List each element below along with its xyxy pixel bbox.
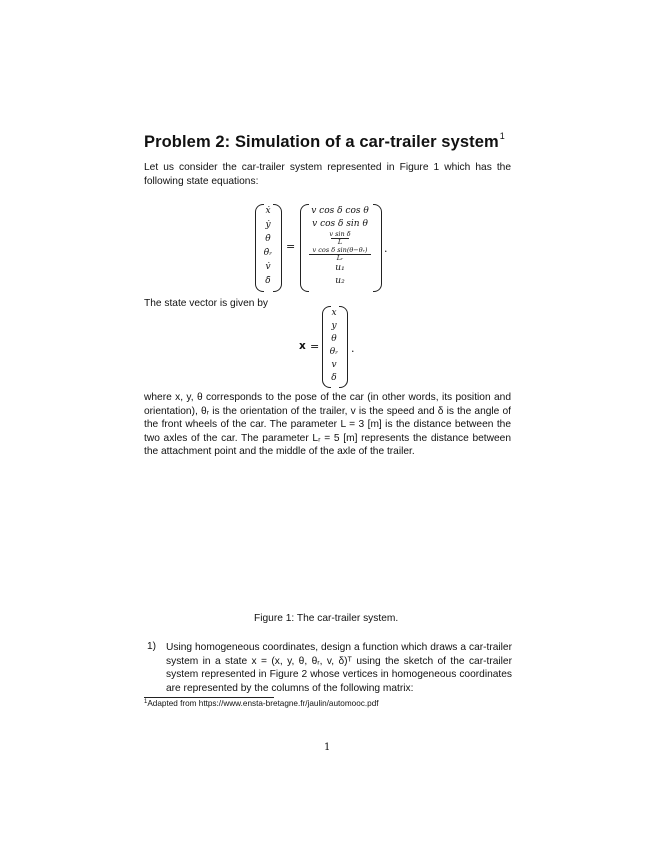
figure-1-placeholder (144, 470, 511, 605)
state-equation: ẋ ẏ θ̇ θ̇ᵣ v̇ δ̇ = v cos δ cos θ v cos δ sin θ v sin δ L v cos δ sin(θ−θᵣ) Lᵣ u₁ u₂ . (255, 204, 385, 292)
problem-title: Problem 2: Simulation of a car-trailer system$^1$ (144, 131, 505, 151)
page-number: 1 (324, 742, 331, 753)
footnote-text[interactable]: Adapted from https://www.ensta-bretagne.fr/jaulin/automooc.pdf (147, 699, 379, 708)
figure-caption: Figure 1: The car-trailer system. (254, 613, 399, 624)
intro-paragraph: Let us consider the car-trailer system represented in Figure 1 which has the following state equations: (144, 162, 511, 187)
state-vector-equation: x = x y θ θᵣ v δ . (298, 306, 368, 388)
state-vector-intro: The state vector is given by (144, 298, 269, 309)
equals-sign: = (286, 240, 296, 253)
list-item-text: Using homogeneous coordinates, design a function which draws a car-trailer system in a state x = (x, y, θ, θᵣ, v, δ)ᵀ using the sketch of the car-trailer system represented in Figure 2 whose vertices in homogeneous coordinates are represented by the columns of the following matrix: (166, 642, 512, 694)
list-item-number: 1) (147, 641, 157, 652)
footnote: $^1$Adapted from https://www.ensta-bretagne.fr/jaulin/automooc.pdf (144, 699, 379, 708)
title-footnote-mark: 1 (499, 131, 505, 141)
description-paragraph: where x, y, θ corresponds to the pose of the car (in other words, its position and orientation), θᵣ is the orientation of the trailer, v is the speed and δ is the angle of the front wheels of the car. The parameter L = 3 [m] is the distance between the two axles of the car. The parameter Lᵣ = 5 [m] represents the distance between the attachment point and the middle of the axle of the trailer. (144, 392, 511, 457)
state-vector-entries: x y θ θᵣ v δ (329, 308, 339, 383)
rhs-dynamics-vector: v cos δ cos θ v cos δ sin θ v sin δ L v cos δ sin(θ−θᵣ) Lᵣ u₁ u₂ (305, 204, 375, 290)
lhs-derivative-vector: ẋ ẏ θ̇ θ̇ᵣ v̇ δ̇ (263, 206, 273, 286)
footnote-rule (144, 697, 274, 698)
